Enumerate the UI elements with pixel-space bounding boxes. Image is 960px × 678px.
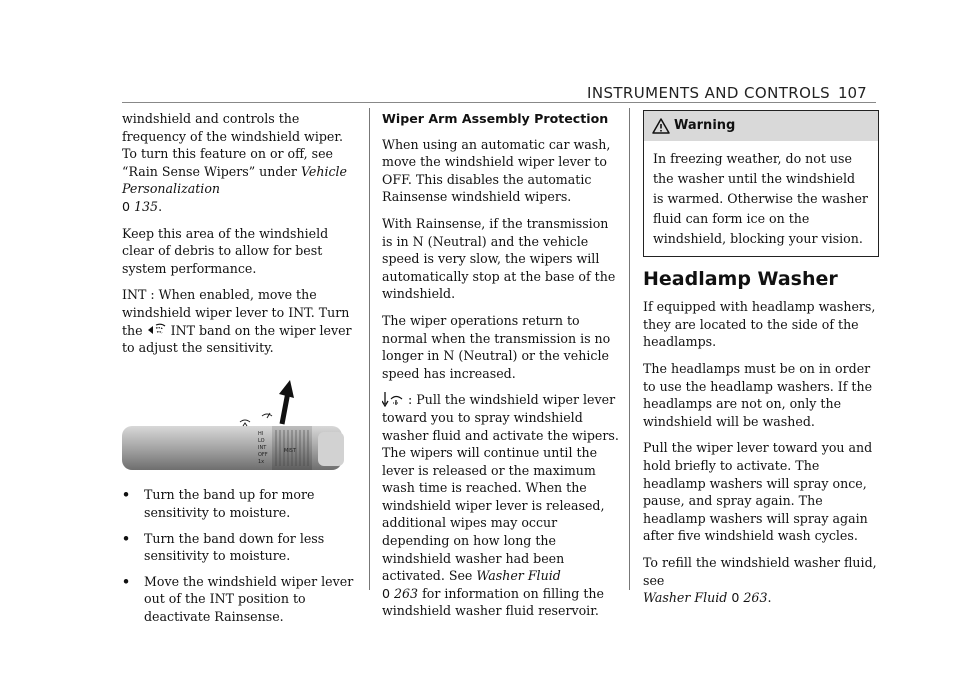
cross-reference-link[interactable]: Washer Fluid bbox=[476, 568, 561, 584]
wiper-lever-illustration bbox=[122, 374, 354, 472]
cross-reference-link[interactable]: Vehicle Personalization bbox=[122, 163, 348, 197]
paragraph: Pull the wiper lever toward you and hold briefly to activate. The headlamp washers will spray once, pause, and spray again. The headlamp washers will spray again after five windshield wash cycles. bbox=[643, 440, 873, 544]
column-2 bbox=[382, 110, 620, 629]
int-label: INT : bbox=[122, 287, 155, 303]
warning-title: Warning bbox=[674, 118, 736, 133]
lever-label-int: INT bbox=[258, 444, 267, 451]
section-heading: Headlamp Washer bbox=[643, 267, 838, 290]
page-ref-icon: 0 bbox=[122, 198, 131, 214]
paragraph: With Rainsense, if the transmission is in N (Neutral) and the vehicle speed is very slow, the wipers will automatically stop at the base of the windshield. bbox=[382, 215, 616, 302]
washer-label: : bbox=[408, 392, 413, 408]
page-reference[interactable]: 263 bbox=[394, 585, 419, 601]
paragraph-text: windshield and controls the frequency of the windshield wiper. To turn this feature on or off, see “Rain Sense Wipers” under bbox=[122, 111, 344, 179]
windshield-wiper-icon bbox=[262, 413, 272, 418]
warning-text: In freezing weather, do not use the washer until the windshield is warmed. Otherwise the washer fluid can form ice on the windshield, blocking your vision. bbox=[653, 150, 868, 246]
lever-label-mist: MIST bbox=[284, 447, 297, 454]
lever-label-lo: LO bbox=[258, 437, 265, 444]
paragraph: Keep this area of the windshield clear of debris to allow for best system performance. bbox=[122, 225, 329, 276]
pull-toward-arrow-icon bbox=[279, 380, 294, 424]
page-number: 107 bbox=[838, 84, 867, 102]
paragraph: When using an automatic car wash, move the windshield wiper lever to OFF. This disables the automatic Rainsense windshield wipers. bbox=[382, 136, 611, 205]
cross-reference-link[interactable]: Washer Fluid bbox=[643, 590, 728, 606]
page-ref-icon: 0 bbox=[731, 590, 740, 606]
page-reference[interactable]: 263 bbox=[743, 590, 768, 606]
running-header-section: INSTRUMENTS AND CONTROLS bbox=[587, 84, 830, 102]
paragraph: windshield and controls the frequency of the windshield wiper. To turn this feature on or off, see “Rain Sense Wipers” under Vehicle Personalization 0 135. bbox=[122, 111, 348, 214]
warning-header bbox=[644, 111, 878, 141]
subheading: Wiper Arm Assembly Protection bbox=[382, 111, 609, 126]
page-reference[interactable]: 135 bbox=[134, 198, 159, 214]
paragraph: The headlamps must be on in order to use the headlamp washers. If the headlamps are not on, only the windshield will be washed. bbox=[643, 360, 873, 429]
list-item: • Turn the band down for less sensitivity to moisture. bbox=[122, 530, 325, 564]
list-item: • Move the windshield wiper lever out of the INT position to deactivate Rainsense. bbox=[122, 573, 354, 624]
paragraph: The wiper operations return to normal when the transmission is no longer in N (Neutral) or the vehicle speed has increased. bbox=[382, 312, 611, 381]
paragraph: : Pull the windshield wiper lever toward you to spray windshield washer fluid and activate the wipers. The wipers will continue until the lever is released or the maximum wash time is reached. When the windshield wiper lever is released, additional wipes may occur depending on how long the windshield washer had been activated. See Washer Fluid 0 263 for information on filling the windshield washer fluid reservoir. bbox=[382, 392, 619, 619]
paragraph: If equipped with headlamp washers, they are located to the side of the headlamps. bbox=[643, 299, 876, 350]
list-item: • Turn the band up for more sensitivity to moisture. bbox=[122, 487, 315, 520]
header-rule bbox=[122, 102, 876, 103]
lever-label-1x: 1x bbox=[258, 458, 265, 465]
column-divider bbox=[369, 108, 370, 590]
rainsense-sensitivity-icon bbox=[147, 322, 167, 338]
paragraph: To refill the windshield washer fluid, see Washer Fluid 0 263. bbox=[643, 554, 877, 606]
paragraph: INT : When enabled, move the windshield wiper lever to INT. Turn the INT band on the wiper lever to adjust the sensitivity. bbox=[122, 287, 352, 356]
washer-spray-icon bbox=[240, 420, 250, 426]
washer-pull-icon bbox=[382, 391, 404, 407]
warning-box bbox=[643, 110, 879, 257]
lever-label-off: OFF bbox=[258, 451, 268, 458]
column-3 bbox=[643, 110, 879, 616]
lever-label-hi: HI bbox=[258, 430, 264, 437]
column-1 bbox=[122, 110, 354, 633]
column-divider bbox=[629, 108, 630, 590]
page-ref-icon: 0 bbox=[382, 585, 391, 601]
warning-triangle-icon bbox=[652, 118, 670, 134]
bullet-list bbox=[122, 486, 354, 625]
